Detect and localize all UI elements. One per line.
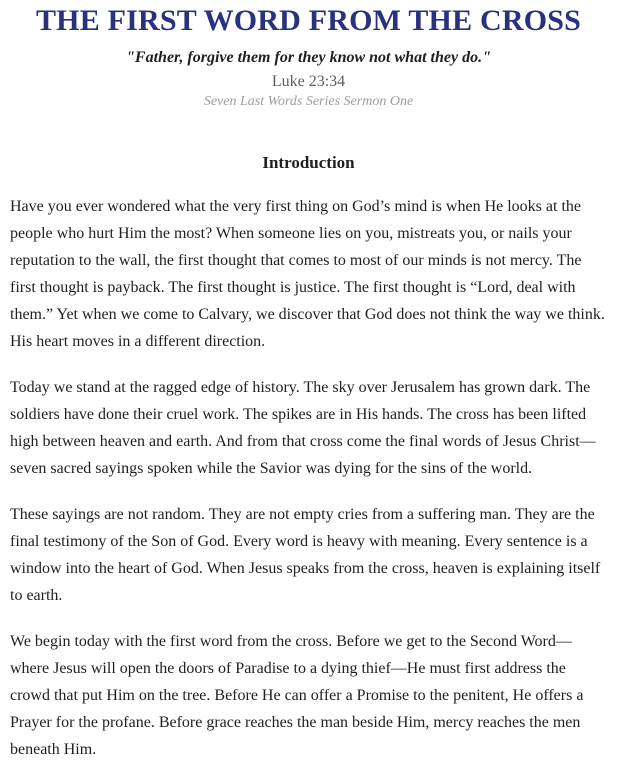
scripture-reference: Luke 23:34 <box>271 73 346 90</box>
paragraph-3: These sayings are not random. They are not empty cries from a suffering man. They are the final testimony of the Son of God. Every word is heavy with meaning. Every sentence is a window into the heart of God. When Jesus speaks from the cross, heaven is explaining itself to earth. <box>10 506 601 604</box>
document-page <box>0 6 617 763</box>
series-subtitle: Seven Last Words Series Sermon One <box>203 94 414 109</box>
paragraph-1: Have you ever wondered what the very first thing on God’s mind is when He looks at the people who hurt Him the most? When someone lies on you, mistreats you, or nails your reputation to the wall, the first thought that comes to most of our minds is not mercy. The first thought is payback. The first thought is justice. The first thought is “Lord, deal with them.” Yet when we come to Calvary, we discover that God does not think the way we think. His heart moves in a different direction. <box>10 198 605 350</box>
document-title: THE FIRST WORD FROM THE CROSS <box>35 4 582 37</box>
paragraph-2: Today we stand at the ragged edge of history. The sky over Jerusalem has grown dark. The soldiers have done their cruel work. The spikes are in His hands. The cross has been lifted high between heaven and earth. And from that cross come the final words of Jesus Christ—seven sacred sayings spoken while the Savior was dying for the sins of the world. <box>10 379 596 477</box>
scripture-quote: "Father, forgive them for they know not what they do." <box>126 49 491 66</box>
document-header <box>10 6 607 110</box>
paragraph-4: We begin today with the first word from the cross. Before we get to the Second Word—where Jesus will open the doors of Paradise to a dying thief—He must first address the crowd that put Him on the tree. Before He can offer a Promise to the penitent, He offers a Prayer for the profane. Before grace reaches the man beside Him, mercy reaches the men beneath Him. <box>10 633 584 758</box>
document-body <box>10 193 607 763</box>
section-heading-introduction: Introduction <box>262 153 355 172</box>
